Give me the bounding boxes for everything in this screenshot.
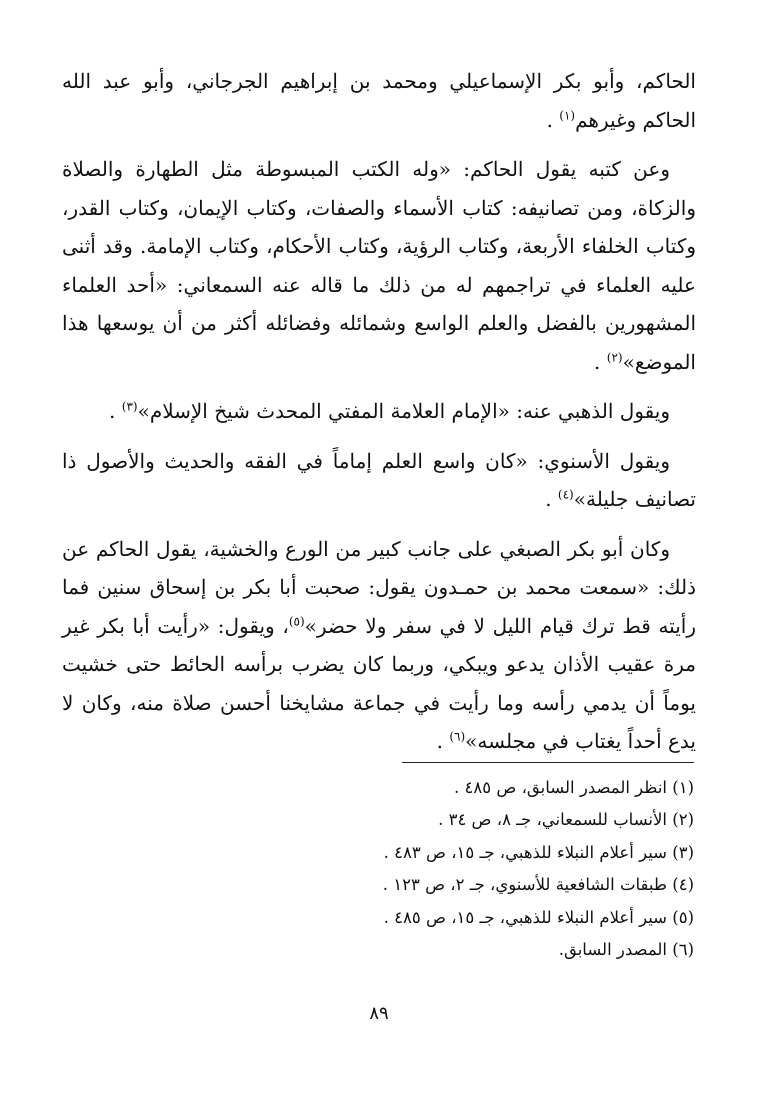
- footnote-ref: (٢): [606, 349, 623, 364]
- footnote-ref: (٤): [557, 487, 574, 502]
- paragraph-5: وكان أبو بكر الصبغي على جانب كبير من الورع والخشية، يقول الحاكم عن ذلك: «سمعت محمد بن حمـدون يقول: صحبت أبا بكر بن إسحاق سنين فما رأيته قط ترك قيام الليل لا في سفر ولا حضر»$^{(٥)}$، ويقول: «رأيت أبا بكر غير مرة عقيب الأذان يدعو ويبكي، وربما كان يضرب برأسه الحائط حتى خشيت يوماً أن يدمي رأسه وما رأيت في جماعة مشايخنا أحسن صلاة منه، وكان لا يدع أحداً يغتاب في مجلسه»$^{(٦)}$ .: [62, 536, 697, 753]
- footnote-2: (٢) الأنساب للسمعاني، جـ ٨، ص ٣٤ .: [438, 810, 694, 830]
- footnote-ref: (٦): [449, 729, 466, 744]
- paragraph-text: ويقول الذهبي عنه: «الإمام العلامة المفتي المحدث شيخ الإسلام»: [137, 399, 670, 423]
- paragraph-text: وعن كتبه يقول الحاكم: «وله الكتب المبسوطة مثل الطهارة والصلاة والزكاة، ومن تصانيفه: كتاب الأسماء والصفات، وكتاب الإيمان، وكتاب القدر، وكتاب الخلفاء الأربعة، وكتاب الرؤية، وكتاب الأحكام، وكتاب الإمامة. وقد أثنى عليه العلماء في تراجمهم له من ذلك ما قاله عنه السمعاني: «أحد العلماء المشهورين بالفضل والعلم الواسع وشمائله وفضائله أكثر من أن يوسعها هذا الموضع»: [62, 157, 696, 374]
- page-number: ٨٩: [369, 1003, 389, 1024]
- paragraph-text: ويقول الأسنوي: «كان واسع العلم إماماً في الفقه والحديث والأصول ذا تصانيف جليلة»: [62, 448, 696, 511]
- footnote-3: (٣) سير أعلام النبلاء للذهبي، جـ ١٥، ص ٤٨٣ .: [383, 842, 694, 862]
- footnote-ref: (٥): [288, 613, 305, 628]
- footnote-ref: (١): [559, 107, 576, 122]
- footnote-ref: (٣): [121, 399, 138, 414]
- paragraph-2: وعن كتبه يقول الحاكم: «وله الكتب المبسوطة مثل الطهارة والصلاة والزكاة، ومن تصانيفه: كتاب الأسماء والصفات، وكتاب الإيمان، وكتاب القدر، وكتاب الخلفاء الأربعة، وكتاب الرؤية، وكتاب الأحكام، وكتاب الإمامة. وقد أثنى عليه العلماء في تراجمهم له من ذلك ما قاله عنه السمعاني: «أحد العلماء المشهورين بالفضل والعلم الواسع وشمائله وفضائله أكثر من أن يوسعها هذا الموضع»$^{(٢)}$ .: [62, 157, 696, 374]
- footnote-4: (٤) طبقات الشافعية للأسنوي، جـ ٢، ص ١٢٣ .: [382, 875, 694, 895]
- footnote-6: (٦) المصدر السابق.: [558, 940, 694, 960]
- paragraph-text: ، ويقول: «رأيت أبا بكر غير مرة عقيب الأذان يدعو ويبكي، وربما كان يضرب برأسه الحائط حتى خشيت يوماً أن يدمي رأسه وما رأيت في جماعة مشايخنا أحسن صلاة منه، وكان لا يدع أحداً يغتاب في مجلسه»: [62, 613, 696, 753]
- footnote-5: (٥) سير أعلام النبلاء للذهبي، جـ ١٥، ص ٤٨٥ .: [383, 907, 694, 927]
- paragraph-text: الحاكم، وأبو بكر الإسماعيلي ومحمد بن إبراهيم الجرجاني، وأبو عبد الله الحاكم وغيرهم: [62, 69, 696, 132]
- paragraph-1: الحاكم، وأبو بكر الإسماعيلي ومحمد بن إبراهيم الجرجاني، وأبو عبد الله الحاكم وغيرهم$^{(١)}$ .: [62, 69, 696, 132]
- main-text: [62, 62, 696, 772]
- paragraph-3: ويقول الذهبي عنه: «الإمام العلامة المفتي المحدث شيخ الإسلام»$^{(٣)}$ .: [109, 399, 670, 423]
- footnote-divider: [402, 762, 694, 763]
- footnotes: [74, 772, 694, 966]
- footnote-1: (١) انظر المصدر السابق، ص ٤٨٥ .: [454, 778, 694, 797]
- paragraph-text: وكان أبو بكر الصبغي على جانب كبير من الورع والخشية، يقول الحاكم عن ذلك: «سمعت محمد بن حمـدون يقول: صحبت أبا بكر بن إسحاق سنين فما رأيته قط ترك قيام الليل لا في سفر ولا حضر»: [62, 536, 697, 638]
- paragraph-4: ويقول الأسنوي: «كان واسع العلم إماماً في الفقه والحديث والأصول ذا تصانيف جليلة»$^{(٤)}$ .: [62, 448, 696, 511]
